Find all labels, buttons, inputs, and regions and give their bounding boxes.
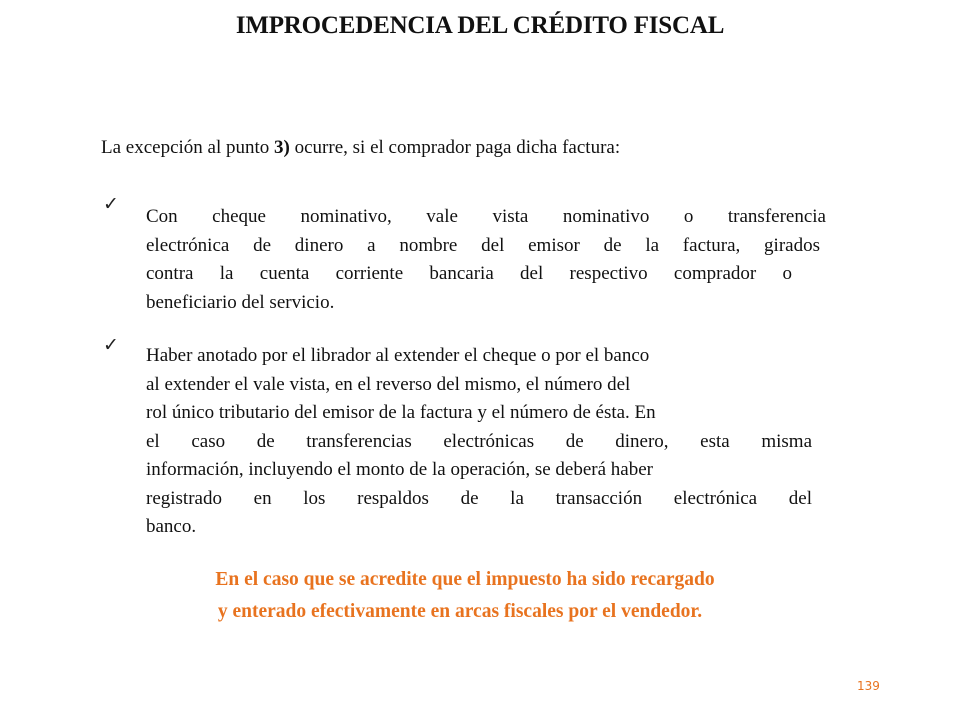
bullet-line: electrónica de dinero a nombre del emisor de la factura, girados xyxy=(146,234,820,256)
page-number: 139 xyxy=(857,679,880,693)
bullet-line: al extender el vale vista, en el reverso del mismo, el número del xyxy=(146,373,631,395)
bullet-item-payment-methods xyxy=(146,203,826,317)
bullet-line: información, incluyendo el monto de la operación, se deberá haber xyxy=(146,459,653,480)
intro-paragraph xyxy=(101,137,620,159)
bullet-item-annotation-requirement xyxy=(146,342,826,542)
check-icon: ✓ xyxy=(103,334,119,356)
intro-text-before: La excepción al punto xyxy=(101,137,275,158)
bullet-line: Haber anotado por el librador al extender el cheque o por el banco xyxy=(146,345,650,366)
bullet-line: rol único tributario del emisor de la factura y el número de ésta. En xyxy=(146,402,656,423)
bullet-line: contra la cuenta corriente bancaria del respectivo comprador o xyxy=(146,263,792,284)
page-title: IMPROCEDENCIA DEL CRÉDITO FISCAL xyxy=(235,12,725,39)
bullet-line: registrado en los respaldos de la transacción electrónica del xyxy=(146,487,812,509)
intro-point-reference: 3) xyxy=(274,137,290,158)
intro-text-after: ocurre, si el comprador paga dicha factura: xyxy=(289,137,621,158)
bullet-line: Con cheque nominativo, vale vista nominativo o transferencia xyxy=(146,206,826,227)
bullet-line: el caso de transferencias electrónicas de dinero, esta misma xyxy=(146,430,812,452)
check-icon: ✓ xyxy=(103,193,119,215)
highlight-line-1: En el caso que se acredite que el impuesto ha sido recargado xyxy=(215,569,715,590)
bullet-line: banco. xyxy=(146,516,197,537)
bullet-line: beneficiario del servicio. xyxy=(146,291,335,313)
highlight-line-2: y enterado efectivamente en arcas fiscales por el vendedor. xyxy=(217,601,703,622)
